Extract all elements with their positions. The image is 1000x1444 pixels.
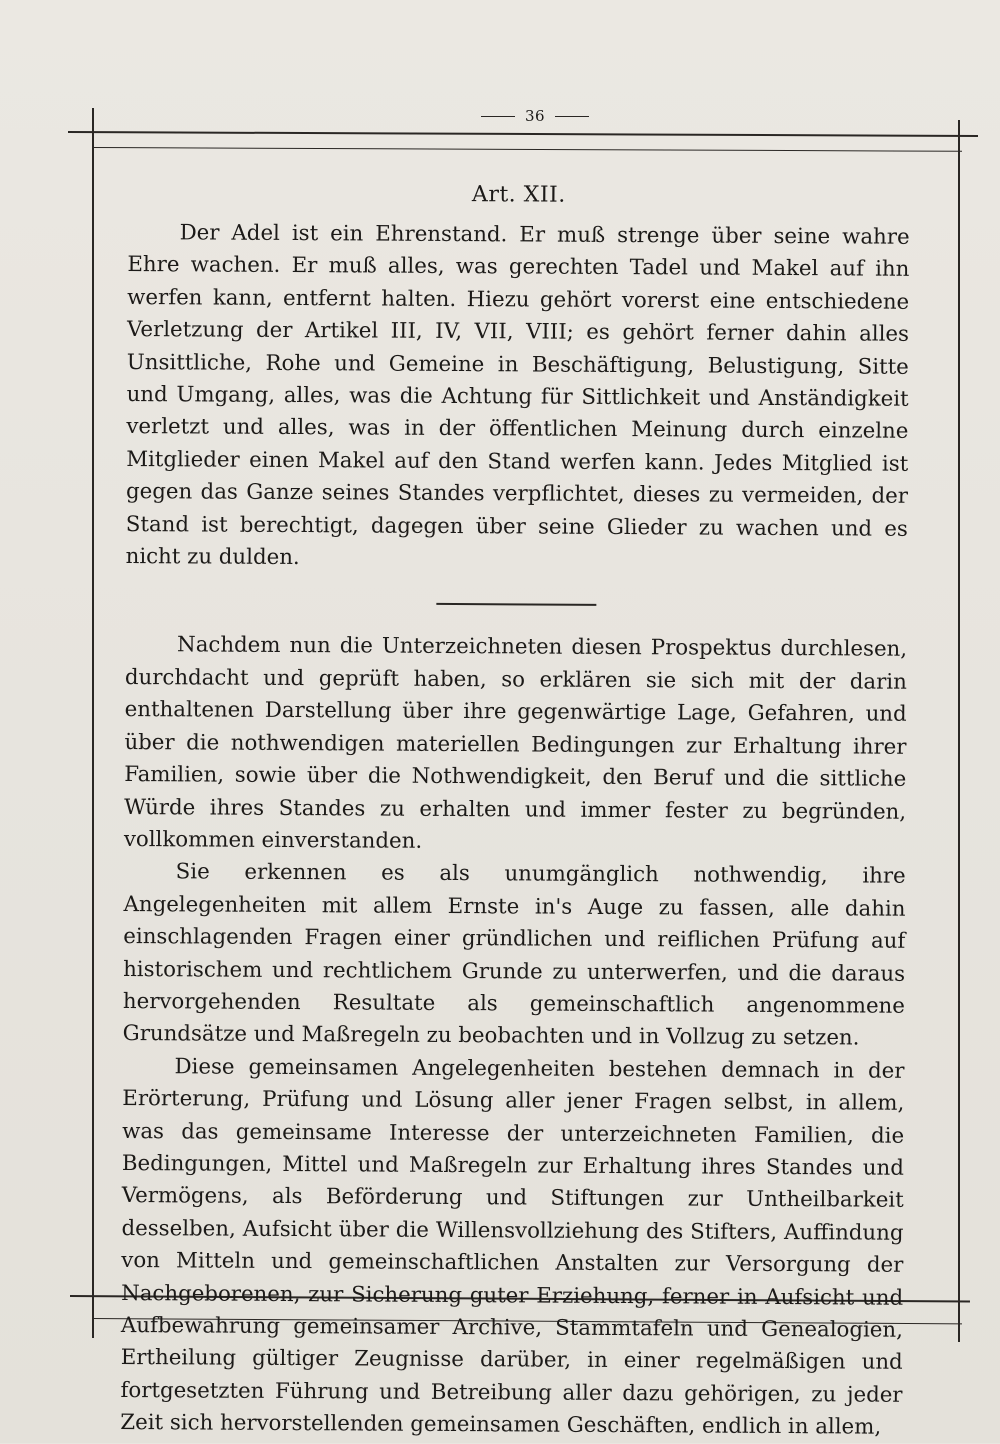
frame-right-rule bbox=[958, 120, 960, 1342]
dash-right bbox=[555, 116, 589, 117]
dash-left bbox=[481, 116, 515, 117]
section-separator bbox=[436, 603, 596, 606]
paragraph-2: Sie erkennen es als unumgänglich nothwendig, ihre Angelegenheiten mit allem Ernste in's Auge zu fassen, alle dahin einschlagenden Fragen einer gründlichen und reiflichen Prüfung auf historischem und rechtlichem Grunde zu unterwerfen, und die daraus hervorgehenden Resultate als gemeinschaftlich angenommene Grundsätze und Maßregeln zu beobachten und in Vollzug zu setzen. bbox=[122, 859, 906, 1051]
paragraph-3: Diese gemeinsamen Angelegenheiten bestehen demnach in der Erörterung, Prüfung und Lösung aller jener Fragen selbst, in allem, was das gemeinsame Interesse der unterzeichneten Familien, die Bedingungen, Mittel und Maßregeln zur Erhaltung ihres Standes und Vermögens, als Beförderung und Stiftungen zur Untheilbarkeit desselben, Aufsicht über die Willensvollziehung des Stifters, Auffindung von Mitteln und gemeinschaftlichen Anstalten zur Versorgung der Nachgeborenen, zur Sicherung guter Erziehung, ferner in Aufsicht und Aufbewahrung gemeinsamer Archive, Stammtafeln und Genealogien, Ertheilung gültiger Zeugnisse darüber, in einer regelmäßigen und fortgesetzten Führung und Betreibung aller dazu gehörigen, zu jeder Zeit sich hervorstellenden gemeinsamen Geschäften, endlich in allem, bbox=[120, 1054, 905, 1440]
page-header bbox=[470, 104, 600, 128]
frame-top-rule bbox=[68, 131, 978, 137]
article-text: Der Adel ist ein Ehrenstand. Er muß strenge über seine wahre Ehre wachen. Er muß alles, was gerechten Tadel und Makel auf ihn werfen kann, entfernt halten. Hiezu gehört vorerst eine entschiedene Verletzung der Artikel III, IV, VII, VIII; es gehört ferner dahin alles Unsittliche, Rohe und Gemeine in Beschäftigung, Belustigung, Sitte und Umgang, alles, was die Achtung für Sittlichkeit und Anständigkeit verletzt und alles, was in der öffentlichen Meinung durch einzelne Mitglieder einen Makel auf den Stand werfen kann. Jedes Mitglied ist gegen das Ganze seines Standes verpflichtet, dieses zu vermeiden, der Stand ist berechtigt, dagegen über seine Glieder zu wachen und es nicht zu dulden. bbox=[125, 220, 910, 571]
page-content bbox=[120, 170, 910, 1444]
frame-left-rule bbox=[92, 108, 94, 1338]
paragraph-1: Nachdem nun die Unterzeichneten diesen Prospektus durchlesen, durchdacht und geprüft haben, so erklären sie sich mit der darin enthaltenen Darstellung über ihre gegenwärtige Lage, Gefahren, und über die nothwendigen materiellen Bedingungen zur Erhaltung ihrer Familien, sowie über die Nothwendigkeit, den Beruf und die sittliche Würde ihres Standes zu erhalten und immer fester zu begründen, vollkommen einverstanden. bbox=[123, 632, 908, 854]
frame-top-inner-rule bbox=[92, 147, 962, 152]
article-heading: Art. XII. bbox=[471, 182, 566, 208]
page-number: 36 bbox=[524, 107, 546, 125]
